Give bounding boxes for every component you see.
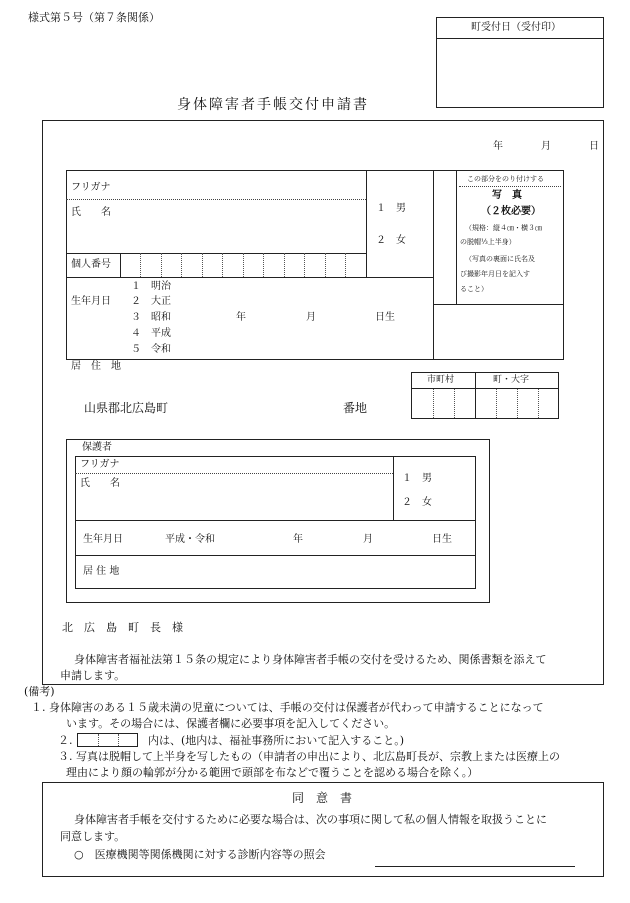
guardian-sex-female: ２ 女 — [402, 497, 432, 508]
photo-required: （２枚必要） — [481, 206, 541, 217]
receipt-stamp-label: 町受付日（受付印） — [471, 22, 561, 33]
note-1-line2: います。その場合には、保護者欄に必要事項を記入してください。 — [66, 717, 396, 730]
consent-line1: 身体障害者手帳を交付するために必要な場合は、次の事項に関して私の個人情報を取扱うことに — [74, 813, 547, 826]
birthdate-label: 生年月日 — [71, 296, 111, 307]
era-option[interactable]: １ 明治 — [131, 281, 171, 292]
birth-month: 月 — [306, 312, 316, 323]
guardian-address-label: 居 住 地 — [83, 566, 120, 577]
declaration-line1: 身体障害者福祉法第１５条の規定により身体障害者手帳の交付を受けるため、関係書類を添えて — [74, 653, 547, 666]
sex-male: １ 男 — [376, 203, 406, 214]
signature-line[interactable] — [375, 866, 575, 867]
consent-item: ○ 医療機関等関係機関に対する診断内容等の照会 — [74, 848, 326, 861]
address-suffix: 番地 — [343, 401, 368, 415]
address-input[interactable] — [180, 396, 340, 418]
city-code-label: 市町村 — [427, 375, 455, 385]
photo-spec: （規格：縦４㎝・横３㎝ — [465, 224, 542, 232]
guardian-birthdate-label: 生年月日 — [83, 534, 123, 545]
date-month: 月 — [541, 141, 551, 152]
note-2-text: 内は、(地内は、福祉事務所において記入すること。) — [148, 734, 405, 747]
address-prefix: 山県郡北広島町 — [84, 401, 169, 415]
guardian-sex-male: １ 男 — [402, 473, 432, 484]
photo-glue-note: この部分をのり付けする — [467, 175, 544, 183]
guardian-birth-day: 日生 — [432, 534, 452, 545]
date-day: 日 — [589, 141, 599, 152]
form-number: 様式第５号（第７条関係） — [28, 11, 160, 24]
address-label: 居 住 地 — [71, 361, 121, 372]
sex-female: ２ 女 — [376, 235, 406, 246]
era-option[interactable]: ３ 昭和 — [131, 312, 171, 323]
photo-title: 写 真 — [492, 190, 522, 201]
photo-spec: の脱帽⅓上半身） — [460, 238, 516, 246]
individual-number-label: 個人番号 — [71, 259, 111, 270]
note-2-sample-box — [77, 733, 138, 747]
note-3-line2: 理由により顔の輪郭が分かる範囲で頭部を布などで覆うことを認める場合を除く。） — [66, 766, 479, 779]
note-2-number: ２. — [58, 734, 73, 747]
town-code-label: 町・大字 — [493, 375, 530, 385]
photo-spec: ること） — [460, 285, 488, 293]
area-code-box[interactable] — [411, 372, 559, 419]
notes-heading: (備考) — [24, 685, 55, 698]
addressee: 北 広 島 町 長 様 — [62, 621, 183, 634]
date-year: 年 — [493, 141, 503, 152]
photo-spec: （写真の裏面に氏名及 — [465, 255, 535, 263]
furigana-label: フリガナ — [71, 182, 111, 193]
photo-spec: び撮影年月日を記入す — [460, 270, 530, 278]
individual-number-input[interactable] — [120, 253, 366, 277]
consent-title: 同 意 書 — [292, 791, 353, 805]
era-option[interactable]: ２ 大正 — [131, 296, 171, 307]
photo-area — [457, 171, 563, 303]
guardian-eras[interactable]: 平成・令和 — [165, 534, 215, 545]
name-label: 氏 名 — [71, 207, 111, 218]
era-option[interactable]: ４ 平成 — [131, 328, 171, 339]
consent-line2: 同意します。 — [60, 830, 126, 843]
note-1-line1: １. 身体障害のある１５歳未満の児童については、手帳の交付は保護者が代わって申請することになって — [31, 701, 544, 714]
guardian-birth-year: 年 — [293, 534, 303, 545]
birth-day: 日生 — [375, 312, 395, 323]
declaration-line2: 申請します。 — [60, 669, 126, 682]
page-title: 身体障害者手帳交付申請書 — [177, 97, 369, 113]
guardian-birth-month: 月 — [363, 534, 373, 545]
guardian-name-label: 氏 名 — [80, 478, 120, 489]
receipt-stamp-box — [436, 17, 604, 108]
era-option[interactable]: ５ 令和 — [131, 344, 171, 355]
guardian-furigana-label: フリガナ — [80, 459, 120, 470]
note-3-line1: ３. 写真は脱帽して上半身を写したもの（申請者の申出により、北広島町長が、宗教上または医療上の — [58, 750, 560, 763]
guardian-label: 保護者 — [82, 442, 112, 453]
birth-year: 年 — [236, 312, 246, 323]
